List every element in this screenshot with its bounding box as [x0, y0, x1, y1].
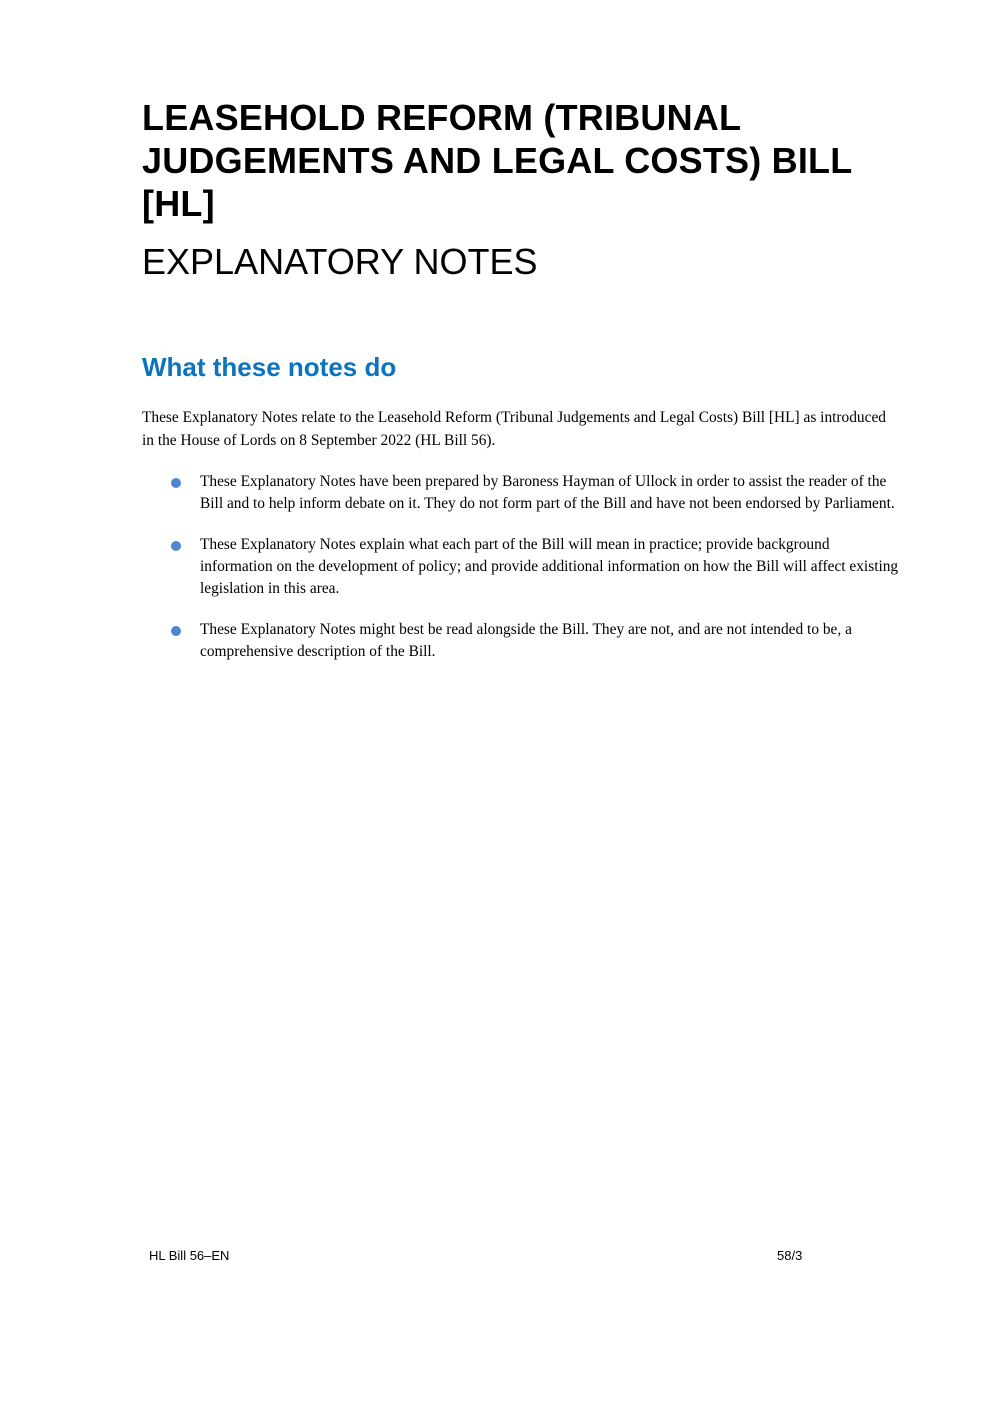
footer-page-reference: 58/3: [777, 1248, 803, 1263]
bullet-text: These Explanatory Notes might best be read alongside the Bill. They are not, and are not intended to be, a comprehensive description of the Bill.: [200, 621, 852, 660]
document-subtitle: EXPLANATORY NOTES: [142, 241, 538, 282]
bullet-text: These Explanatory Notes have been prepared by Baroness Hayman of Ullock in order to assist the reader of the Bill and to help inform debate on it. They do not form part of the Bill and have not been endorsed by Parliament.: [200, 473, 895, 512]
bullet-dot-icon: [171, 478, 181, 488]
bullet-dot-icon: [171, 626, 181, 636]
bullet-text: These Explanatory Notes explain what each part of the Bill will mean in practice; provide background information on the development of policy; and provide additional information on how the Bill will affect existing legislation in this area.: [200, 536, 899, 597]
bullet-item: [142, 619, 902, 663]
footer-bill-reference: HL Bill 56–EN: [149, 1248, 230, 1263]
bill-title: LEASEHOLD REFORM (TRIBUNAL JUDGEMENTS AND LEGAL COSTS) BILL [HL]: [142, 97, 852, 224]
section-heading: What these notes do: [142, 352, 397, 382]
bullet-list: [142, 471, 902, 682]
intro-paragraph: These Explanatory Notes relate to the Leasehold Reform (Tribunal Judgements and Legal Costs) Bill [HL] as introduced in the House of Lords on 8 September 2022 (HL Bill 56).: [142, 409, 886, 449]
bullet-item: [142, 471, 902, 515]
bullet-item: [142, 534, 902, 600]
bullet-dot-icon: [171, 541, 181, 551]
